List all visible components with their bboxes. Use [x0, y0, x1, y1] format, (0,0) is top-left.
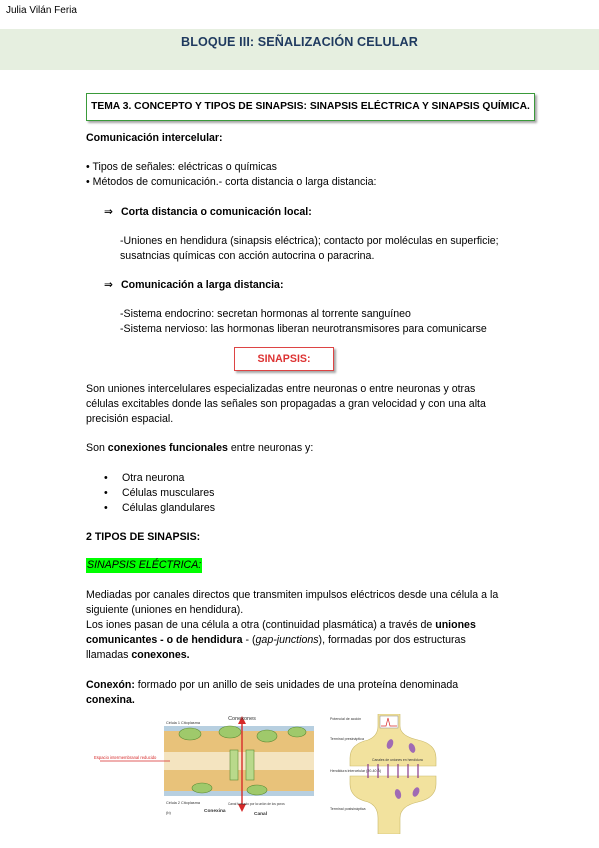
larga-heading-text: Comunicación a larga distancia: — [121, 279, 284, 291]
bullet-metodos-comunicacion: • Métodos de comunicación.- corta distancia o larga distancia: — [86, 176, 377, 188]
sinapsis-def-line-3: precisión espacial. — [86, 413, 174, 425]
mediadas-line-3-text: Los iones pasan de una célula a otra (continuidad plasmática) a través de — [86, 619, 436, 631]
arrow-right-icon: ⇒ — [104, 279, 113, 291]
bullet-tipos-senales: • Tipos de señales: eléctricas o químicas — [86, 161, 277, 173]
label-canales: Canales de uniones en hendidura — [372, 758, 423, 762]
label-desc: Canal formado por la unión de los poros — [228, 802, 285, 806]
label-cell2: Célula 2 Citoplasma — [166, 801, 200, 805]
gap-junctions-italic: gap-junctions — [255, 634, 319, 646]
sinapsis-electrica-label: SINAPSIS ELÉCTRICA: — [87, 559, 202, 571]
mediadas-line-4-post: ), formadas por dos estructuras — [318, 634, 466, 646]
label-terminal-pre: Terminal presináptica — [330, 737, 364, 741]
list-item-text: Células glandulares — [122, 502, 216, 514]
larga-distancia-heading — [104, 278, 283, 293]
gap-junction-figure — [92, 712, 314, 816]
conexiones-post: entre neuronas y: — [227, 442, 314, 454]
corta-heading-text: Corta distancia o comunicación local: — [121, 206, 312, 218]
mediadas-line-5 — [86, 648, 526, 663]
corta-line-2: susatncias químicas con acción autocrina o paracrina. — [120, 250, 375, 262]
list-item — [104, 501, 215, 516]
conexon-line-1 — [86, 678, 526, 693]
bullet-icon: • — [104, 472, 108, 484]
label-potencial: Potencial de acción — [330, 717, 362, 721]
bullet-icon: • — [104, 487, 108, 499]
conexina-bold: conexina. — [86, 694, 135, 706]
mediadas-line-3 — [86, 618, 536, 633]
sinapsis-label-box: SINAPSIS: — [234, 347, 334, 371]
conexiones-funcionales-line — [86, 441, 526, 456]
mediadas-line-3-bold: uniones — [435, 619, 476, 631]
larga-line-2: -Sistema nervioso: las hormonas liberan neurotransmisores para comunicarse — [120, 323, 487, 335]
conexon-bold: Conexón: — [86, 679, 135, 691]
corta-line-1: -Uniones en hendidura (sinapsis eléctrica); contacto por moléculas en superficie; — [120, 235, 499, 247]
mediadas-line-1: Mediadas por canales directos que transmiten impulsos eléctricos desde una célula a la — [86, 589, 499, 601]
author-name: Julia Vilán Feria — [6, 5, 77, 16]
arrow-right-icon: ⇒ — [104, 206, 113, 218]
label-hendidura: Hendidura intercelular (20-40 Å) — [330, 769, 382, 773]
list-item — [104, 486, 214, 501]
larga-line-1: -Sistema endocrino: secretan hormonas al torrente sanguíneo — [120, 308, 411, 320]
list-item-text: Otra neurona — [122, 472, 185, 484]
corta-distancia-heading — [104, 205, 312, 220]
label-canal: Canal — [254, 812, 268, 816]
label-cell1: Célula 1 Citoplasma — [166, 721, 200, 725]
list-item — [104, 471, 184, 486]
tipos-sinapsis-heading: 2 TIPOS DE SINAPSIS: — [86, 531, 201, 543]
synapse-figure — [328, 714, 440, 834]
list-item-text: Células musculares — [122, 487, 215, 499]
comunicacion-heading: Comunicación intercelular: — [86, 132, 223, 144]
sinapsis-def-line-2: células excitables donde las señales son propagadas a gran velocidad y con una alta — [86, 398, 486, 410]
label-num: (b) — [166, 810, 171, 815]
conexones-bold: conexones. — [131, 649, 190, 661]
label-conexones: Conexones — [228, 716, 256, 722]
mediadas-line-4 — [86, 633, 526, 648]
mediadas-line-2: siguiente (uniones en hendidura). — [86, 604, 244, 616]
label-conexina: Conexina — [204, 809, 226, 814]
page-title: BLOQUE III: SEÑALIZACIÓN CELULAR — [181, 35, 418, 49]
uniones-comunicantes-bold: comunicantes - o de hendidura — [86, 634, 243, 646]
mediadas-line-4-mid: - ( — [242, 634, 256, 646]
bullet-icon: • — [104, 502, 108, 514]
conexiones-pre: Son — [86, 442, 108, 454]
sinapsis-def-line-1: Son uniones intercelulares especializadas entre neuronas o entre neuronas y otras — [86, 383, 476, 395]
conexiones-bold: conexiones funcionales — [107, 442, 228, 454]
tema-title-box: TEMA 3. CONCEPTO Y TIPOS DE SINAPSIS: SINAPSIS ELÉCTRICA Y SINAPSIS QUÍMICA. — [86, 93, 535, 121]
conexon-rest: formado por un anillo de seis unidades de una proteína denominada — [134, 679, 459, 691]
mediadas-line-5-text: llamadas — [86, 649, 132, 661]
label-espacio: Espacio intermembranal reducido — [94, 755, 157, 760]
label-terminal-post: Terminal postsináptica — [330, 807, 366, 811]
